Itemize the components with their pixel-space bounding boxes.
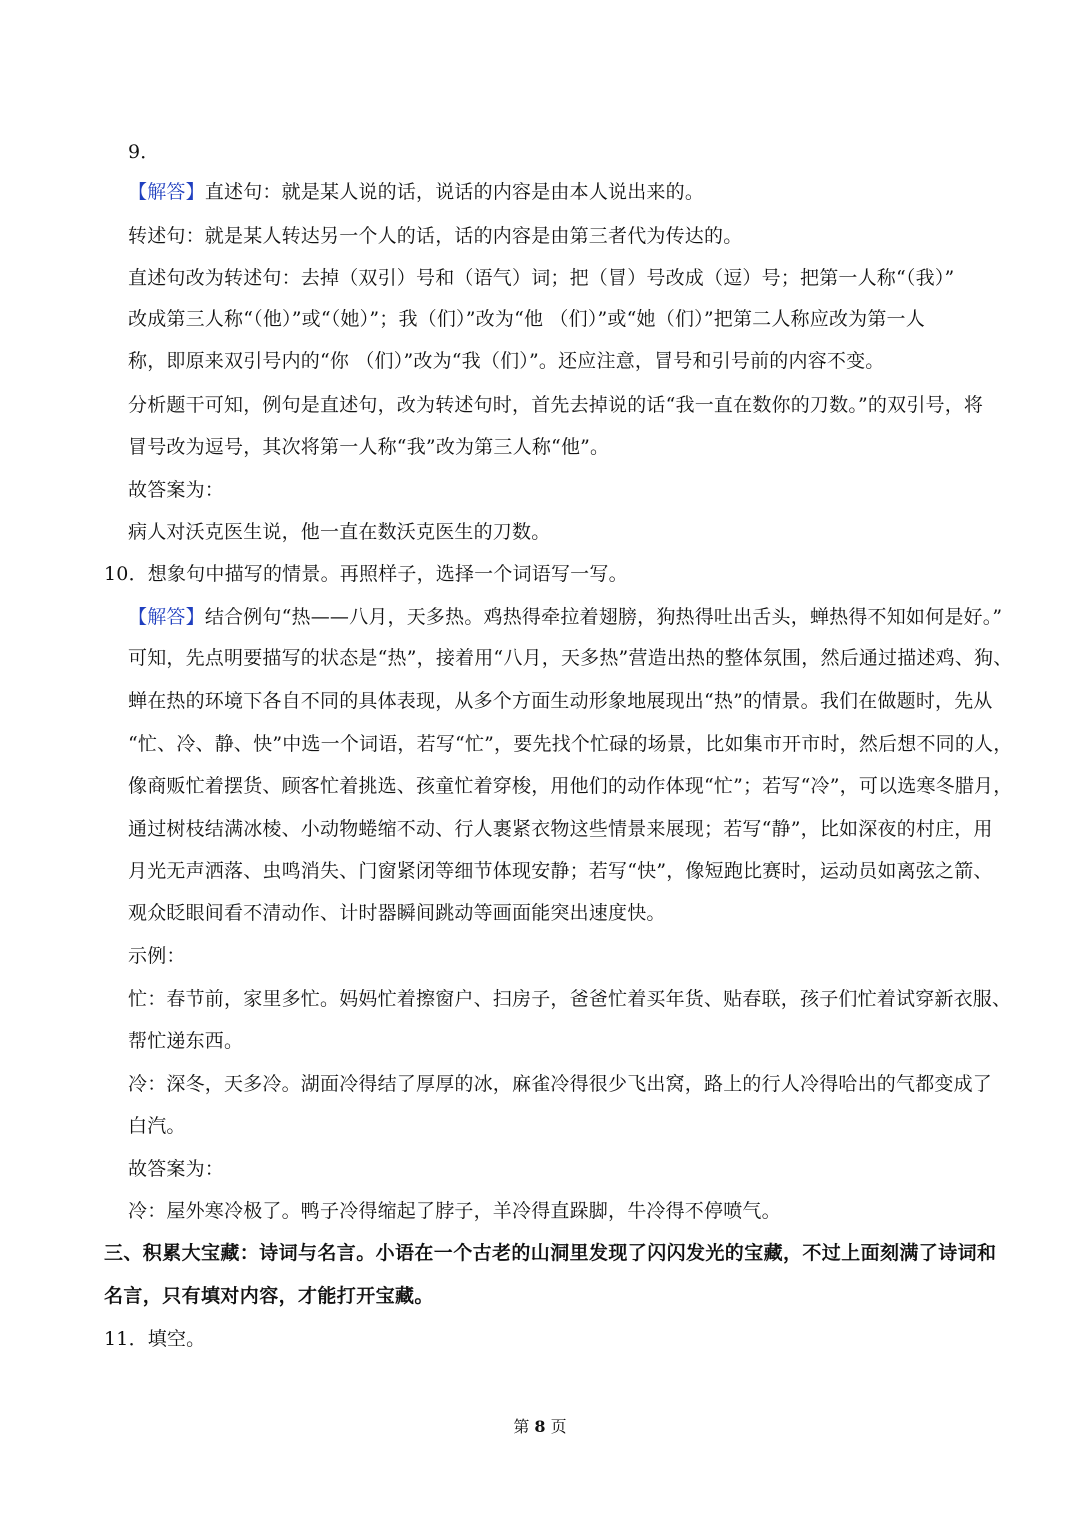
q9-text: 冒号改为逗号，其次将第一人称“我”改为第三人称“他”。 <box>128 436 610 458</box>
q9-text: 分析题干可知，例句是直述句，改为转述句时，首先去掉说的话“我一直在数你的刀数。”的双引号，将 <box>128 394 984 416</box>
q9-text: 故答案为： <box>128 479 225 501</box>
section-3-heading: 三、积累大宝藏：诗词与名言。小语在一个古老的山洞里发现了闪闪发光的宝藏，不过上面刻满了诗词和 <box>104 1242 997 1264</box>
q9-text: 直述句：就是某人说的话，说话的内容是由本人说出来的。 <box>204 181 705 203</box>
q9-text: 转述句：就是某人转达另一个人的话，话的内容是由第三者代为传达的。 <box>128 225 743 247</box>
q10-text: 忙：春节前，家里多忙。妈妈忙着擦窗户、扫房子，爸爸忙着买年货、贴春联，孩子们忙着试穿新衣服、 <box>128 988 1012 1010</box>
q10-example-label: 示例： <box>128 945 186 967</box>
q10-text: 冷：深冬，天多冷。湖面冷得结了厚厚的冰，麻雀冷得很少飞出窝，路上的行人冷得哈出的气都变成了 <box>128 1073 993 1095</box>
q10-text: 故答案为： <box>128 1158 225 1180</box>
q10-text: 帮忙递东西。 <box>128 1030 244 1052</box>
q10-question: 10．想象句中描写的情景。再照样子，选择一个词语写一写。 <box>104 563 628 585</box>
q9-text: 改成第三人称“（他）”或“（她）”；我（们）”改为“他 （们）”或“她（们）”把第二人称应改为第一人 <box>128 308 925 330</box>
q10-text: 可知，先点明要描写的状态是“热”，接着用“八月，天多热”营造出热的整体氛围，然后通过描述鸡、狗、 <box>128 647 1013 669</box>
q10-text: 白汽。 <box>128 1115 186 1137</box>
q10-text: 蝉在热的环境下各自不同的具体表现，从多个方面生动形象地展现出“热”的情景。我们在做题时，先从 <box>128 690 993 712</box>
page-suffix: 页 <box>550 1417 567 1436</box>
q10-text: 结合例句“热——八月，天多热。鸡热得牵拉着翅膀，狗热得吐出舌头，蝉热得不知如何是好。” <box>204 606 1003 628</box>
q10-final-answer: 冷：屋外寒冷极了。鸭子冷得缩起了脖子，羊冷得直跺脚，牛冷得不停喷气。 <box>128 1200 781 1222</box>
q9-text: 直述句改为转述句：去掉（双引）号和（语气）词；把（冒）号改成（逗）号；把第一人称“（我）” <box>128 267 955 289</box>
q11-question: 11．填空。 <box>104 1328 206 1350</box>
q9-final-answer: 病人对沃克医生说，他一直在数沃克医生的刀数。 <box>128 521 551 543</box>
q9-answer-line-1 <box>128 179 704 205</box>
q9-text: 称，即原来双引号内的“你 （们）”改为“我（们）”。还应注意，冒号和引号前的内容不变。 <box>128 350 885 372</box>
answer-tag: 【解答】 <box>128 606 205 628</box>
page-number <box>0 1416 1080 1438</box>
answer-tag: 【解答】 <box>128 181 205 203</box>
q10-text: 观众眨眼间看不清动作、计时器瞬间跳动等画面能突出速度快。 <box>128 902 666 924</box>
q10-text: 像商贩忙着摆货、顾客忙着挑选、孩童忙着穿梭，用他们的动作体现“忙”；若写“冷”，可以选寒冬腊月， <box>128 775 1013 797</box>
q9-number: 9． <box>128 141 160 163</box>
page-prefix: 第 <box>513 1417 530 1436</box>
q10-text: 通过树枝结满冰棱、小动物蜷缩不动、行人裹紧衣物这些情景来展现；若写“静”，比如深夜的村庄，用 <box>128 818 993 840</box>
q10-text: 月光无声洒落、虫鸣消失、门窗紧闭等细节体现安静；若写“快”，像短跑比赛时，运动员如离弦之箭、 <box>128 860 993 882</box>
q10-text: “忙、冷、静、快”中选一个词语，若写“忙”，要先找个忙碌的场景，比如集市开市时，然后想不同的人， <box>128 733 1013 755</box>
page-number-value: 8 <box>534 1417 546 1436</box>
section-3-heading: 名言，只有填对内容，才能打开宝藏。 <box>104 1285 434 1307</box>
q10-answer-line-1 <box>128 604 1002 630</box>
